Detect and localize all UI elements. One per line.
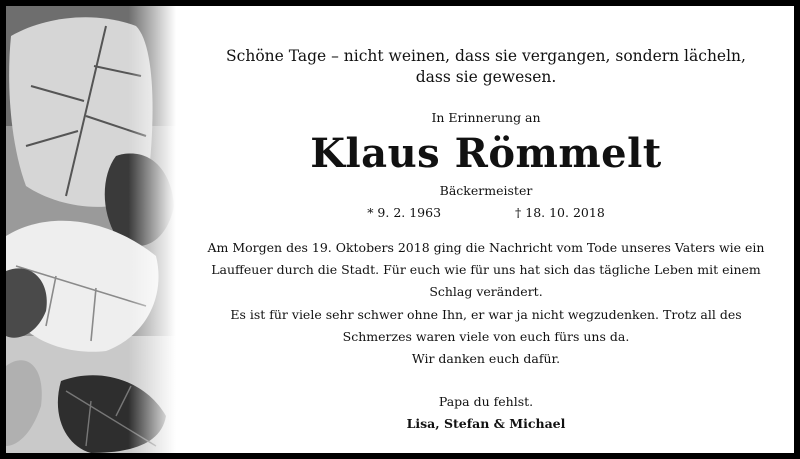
memorial-intro: In Erinnerung an <box>431 110 541 125</box>
deceased-name: Klaus Römmelt <box>310 130 662 177</box>
motto-line: dass sie gewesen. <box>415 68 557 86</box>
autumn-leaves-photo <box>6 6 176 453</box>
message-line: Am Morgen des 19. Oktobers 2018 ging die Nachricht vom Tode unseres Vaters wie ein <box>207 240 765 255</box>
motto-line: Schöne Tage – nicht weinen, dass sie vergangen, sondern lächeln, <box>226 47 746 65</box>
life-dates <box>186 205 786 220</box>
message-line: Lauffeuer durch die Stadt. Für euch wie für uns hat sich das tägliche Leben mit einem <box>211 262 761 277</box>
birth-date: * 9. 2. 1963 <box>367 205 442 220</box>
message-line: Schlag verändert. <box>429 284 543 299</box>
closing-line: Papa du fehlst. <box>438 394 534 409</box>
message-line: Es ist für viele sehr schwer ohne Ihn, er war ja nicht wegzudenken. Trotz all des <box>230 307 742 322</box>
message-line: Wir danken euch dafür. <box>411 351 561 366</box>
deceased-profession: Bäckermeister <box>439 183 533 198</box>
message-line: Schmerzes waren viele von euch fürs uns da. <box>342 329 630 344</box>
death-date: † 18. 10. 2018 <box>515 205 605 220</box>
signers: Lisa, Stefan & Michael <box>406 416 566 431</box>
